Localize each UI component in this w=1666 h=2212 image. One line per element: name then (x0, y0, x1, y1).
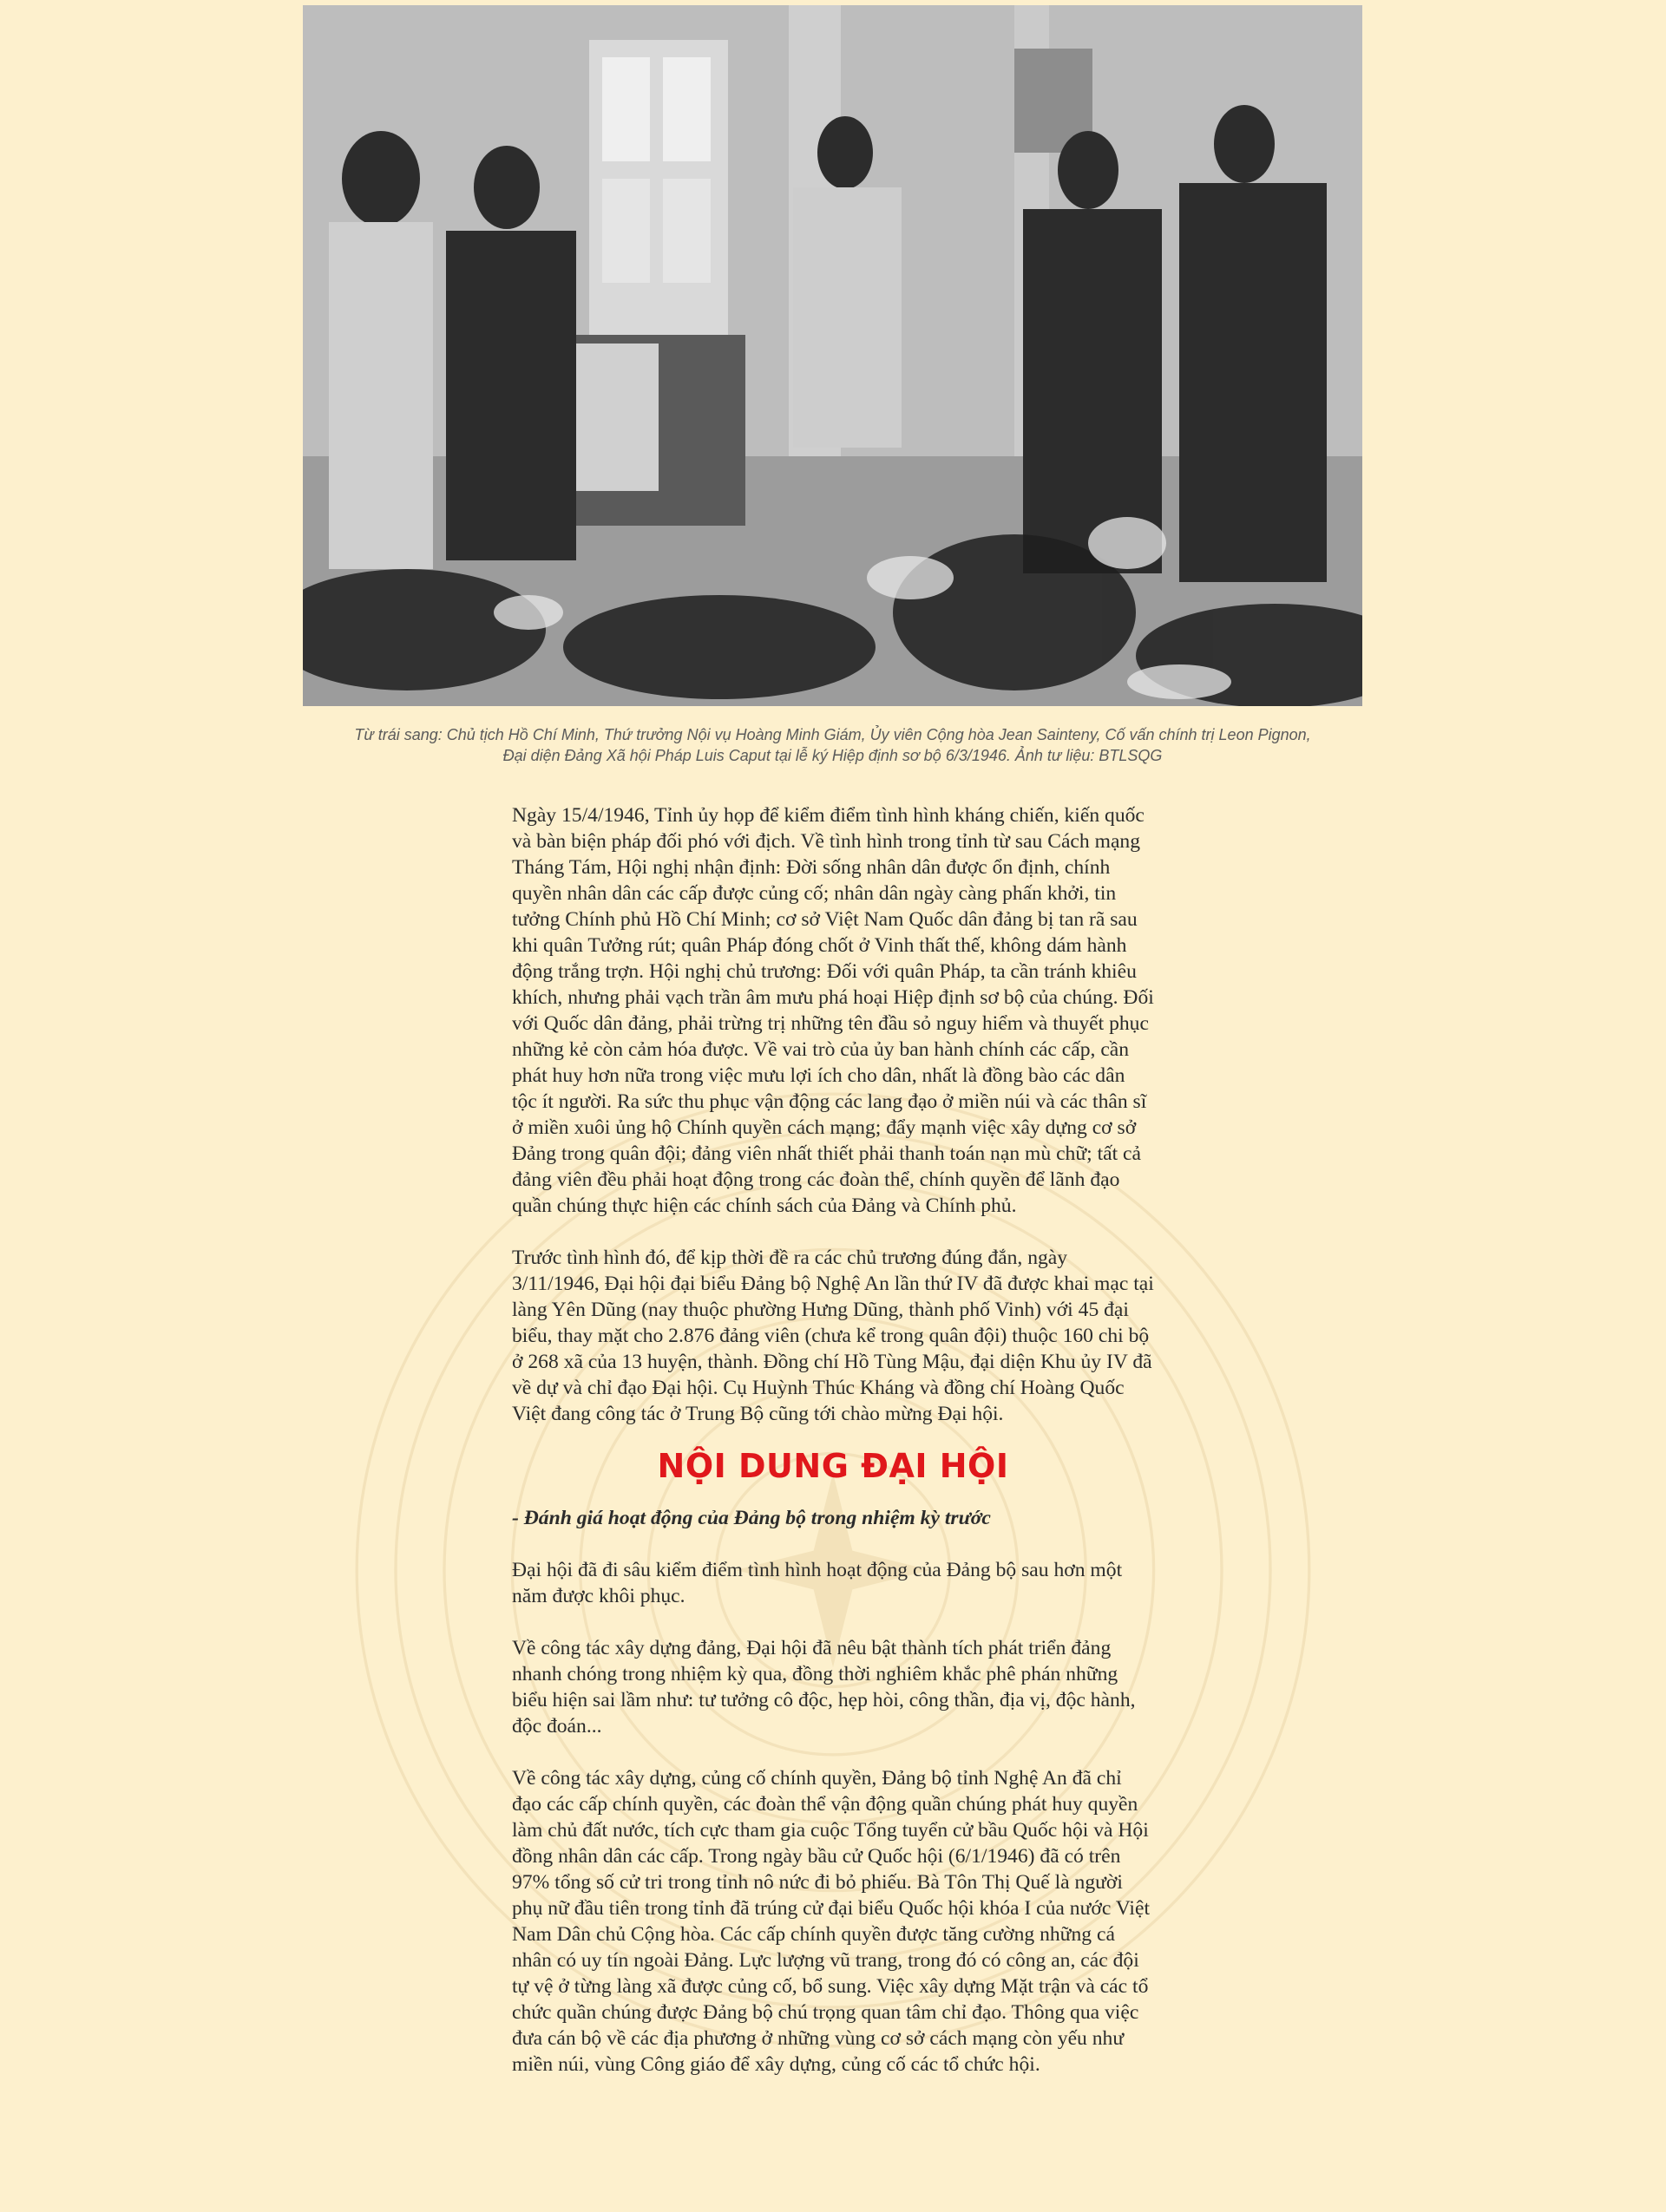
caption-line-1: Từ trái sang: Chủ tịch Hồ Chí Minh, Thứ trưởng Nội vụ Hoàng Minh Giám, Ủy viên Cộng hòa Jean Sainteny, Cố vấn chính trị Leon Pignon, (354, 726, 1311, 743)
photo-illustration (303, 5, 1362, 706)
photo-caption (303, 724, 1362, 766)
section-subheading: - Đánh giá hoạt động của Đảng bộ trong nhiệm kỳ trước (512, 1507, 991, 1529)
caption-line-2: Đại diện Đảng Xã hội Pháp Luis Caput tại lễ ký Hiệp định sơ bộ 6/3/1946. Ảnh tư liệu: BTLSQG (502, 747, 1163, 764)
historical-photo (303, 5, 1362, 706)
article-paragraph: Ngày 15/4/1946, Tỉnh ủy họp để kiểm điểm tình hình kháng chiến, kiến quốc và bàn biện pháp đối phó với địch. Về tình hình trong tỉnh từ sau Cách mạng Tháng Tám, Hội nghị nhận định: Đời sống nhân dân được ổn định, chính quyền nhân dân các cấp được củng cố; nhân dân ngày càng phấn khởi, tin tưởng Chính phủ Hồ Chí Minh; cơ sở Việt Nam Quốc dân đảng bị tan rã sau khi quân Tưởng rút; quân Pháp đóng chốt ở Vinh thất thế, không dám hành động trắng trợn. Hội nghị chủ trương: Đối với quân Pháp, ta cần tránh khiêu khích, nhưng phải vạch trần âm mưu phá hoại Hiệp định sơ bộ của chúng. Đối với Quốc dân đảng, phải trừng trị những tên đầu sỏ nguy hiểm và thuyết phục những kẻ còn cảm hóa được. Về vai trò của ủy ban hành chính các cấp, cần phát huy hơn nữa trong việc mưu lợi ích cho dân, nhất là đồng bào các dân tộc ít người. Ra sức thu phục vận động các lang đạo ở miền núi và các thân sĩ ở miền xuôi ủng hộ Chính quyền cách mạng; đẩy mạnh việc xây dựng cơ sở Đảng trong quân đội; đảng viên nhất thiết phải thanh toán nạn mù chữ; tất cả đảng viên đều phải hoạt động trong các đoàn thể, chính quyền để lãnh đạo quần chúng thực hiện các chính sách của Đảng và Chính phủ. (512, 804, 1154, 1217)
article-paragraph: Đại hội đã đi sâu kiểm điểm tình hình hoạt động của Đảng bộ sau hơn một năm được khôi phục. (512, 1559, 1123, 1607)
article-body (512, 802, 1154, 2104)
article-paragraph: Về công tác xây dựng, củng cố chính quyền, Đảng bộ tỉnh Nghệ An đã chỉ đạo các cấp chính quyền, các đoàn thể vận động quần chúng phát huy quyền làm chủ đất nước, tích cực tham gia cuộc Tổng tuyển cử bầu Quốc hội và Hội đồng nhân dân các cấp. Trong ngày bầu cử Quốc hội (6/1/1946) đã có trên 97% tổng số cử tri trong tỉnh nô nức đi bỏ phiếu. Bà Tôn Thị Quế là người phụ nữ đầu tiên trong tỉnh đã trúng cử đại biểu Quốc hội khóa I của nước Việt Nam Dân chủ Cộng hòa. Các cấp chính quyền được tăng cường những cá nhân có uy tín ngoài Đảng. Lực lượng vũ trang, trong đó có công an, các đội tự vệ ở từng làng xã được củng cố, bổ sung. Việc xây dựng Mặt trận và các tổ chức quần chúng được Đảng bộ chú trọng quan tâm chỉ đạo. Thông qua việc đưa cán bộ về các địa phương ở những vùng cơ sở cách mạng còn yếu như miền núi, vùng Công giáo để xây dựng, củng cố các tổ chức hội. (512, 1767, 1151, 2076)
section-title: NỘI DUNG ĐẠI HỘI (657, 1447, 1009, 1485)
article-paragraph: Về công tác xây dựng đảng, Đại hội đã nêu bật thành tích phát triển đảng nhanh chóng trong nhiệm kỳ qua, đồng thời nghiêm khắc phê phán những biểu hiện sai lầm như: tư tưởng cô độc, hẹp hòi, công thần, địa vị, độc hành, độc đoán... (512, 1637, 1136, 1738)
article-paragraph: Trước tình hình đó, để kịp thời đề ra các chủ trương đúng đắn, ngày 3/11/1946, Đại hội đại biểu Đảng bộ Nghệ An lần thứ IV đã được khai mạc tại làng Yên Dũng (nay thuộc phường Hưng Dũng, thành phố Vinh) với 45 đại biểu, thay mặt cho 2.876 đảng viên (chưa kể trong quân đội) thuộc 160 chi bộ ở 268 xã của 13 huyện, thành. Đồng chí Hồ Tùng Mậu, đại diện Khu ủy IV đã về dự và chỉ đạo Đại hội. Cụ Huỳnh Thúc Kháng và đồng chí Hoàng Quốc Việt đang công tác ở Trung Bộ cũng tới chào mừng Đại hội. (512, 1247, 1154, 1425)
